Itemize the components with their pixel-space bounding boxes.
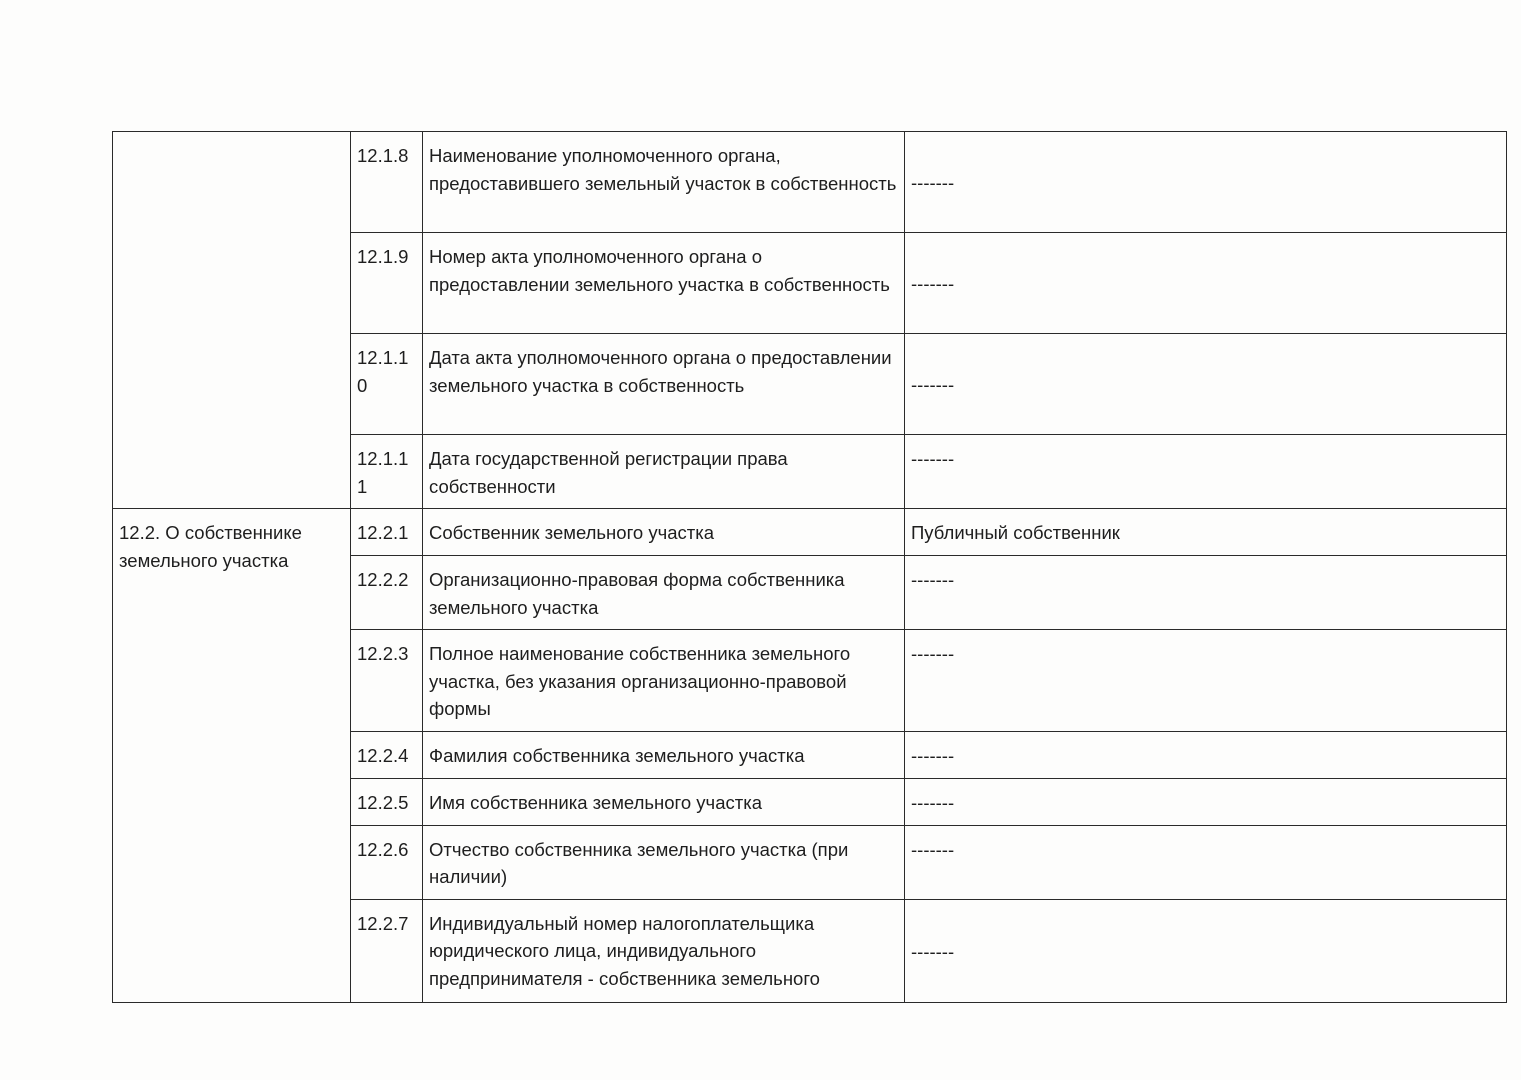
item-value: ------- — [905, 731, 1507, 778]
item-number: 12.2.7 — [351, 899, 423, 1002]
item-number: 12.1.8 — [351, 132, 423, 233]
table-row — [113, 509, 1507, 556]
item-name: Дата акта уполномоченного органа о предоставлении земельного участка в собственность — [423, 334, 905, 435]
item-name: Номер акта уполномоченного органа о предоставлении земельного участка в собственность — [423, 233, 905, 334]
item-name: Наименование уполномоченного органа, предоставившего земельный участок в собственность — [423, 132, 905, 233]
section-cell — [113, 132, 351, 509]
item-name: Отчество собственника земельного участка (при наличии) — [423, 825, 905, 899]
item-name: Дата государственной регистрации права собственности — [423, 435, 905, 509]
item-value: ------- — [905, 435, 1507, 509]
item-number: 12.2.3 — [351, 630, 423, 732]
item-name: Полное наименование собственника земельного участка, без указания организационно-правовой формы — [423, 630, 905, 732]
item-name: Имя собственника земельного участка — [423, 778, 905, 825]
item-number: 12.2.1 — [351, 509, 423, 556]
item-number: 12.1.11 — [351, 435, 423, 509]
item-number: 12.1.10 — [351, 334, 423, 435]
item-name: Фамилия собственника земельного участка — [423, 731, 905, 778]
item-value: ------- — [905, 630, 1507, 732]
item-value: Публичный собственник — [905, 509, 1507, 556]
item-number: 12.2.5 — [351, 778, 423, 825]
item-value: ------- — [905, 825, 1507, 899]
item-value: ------- — [905, 334, 1507, 435]
item-name: Организационно-правовая форма собственника земельного участка — [423, 556, 905, 630]
item-value: ------- — [905, 778, 1507, 825]
section-cell: 12.2. О собственнике земельного участка — [113, 509, 351, 1003]
item-number: 12.1.9 — [351, 233, 423, 334]
item-value: ------- — [905, 556, 1507, 630]
item-value: ------- — [905, 899, 1507, 1002]
item-value: ------- — [905, 132, 1507, 233]
table-row — [113, 132, 1507, 233]
land-plot-info-table — [112, 131, 1507, 1003]
item-number: 12.2.6 — [351, 825, 423, 899]
item-number: 12.2.4 — [351, 731, 423, 778]
item-name: Индивидуальный номер налогоплательщика юридического лица, индивидуального предпринимателя - собственника земельного — [423, 899, 905, 1002]
item-number: 12.2.2 — [351, 556, 423, 630]
item-value: ------- — [905, 233, 1507, 334]
item-name: Собственник земельного участка — [423, 509, 905, 556]
